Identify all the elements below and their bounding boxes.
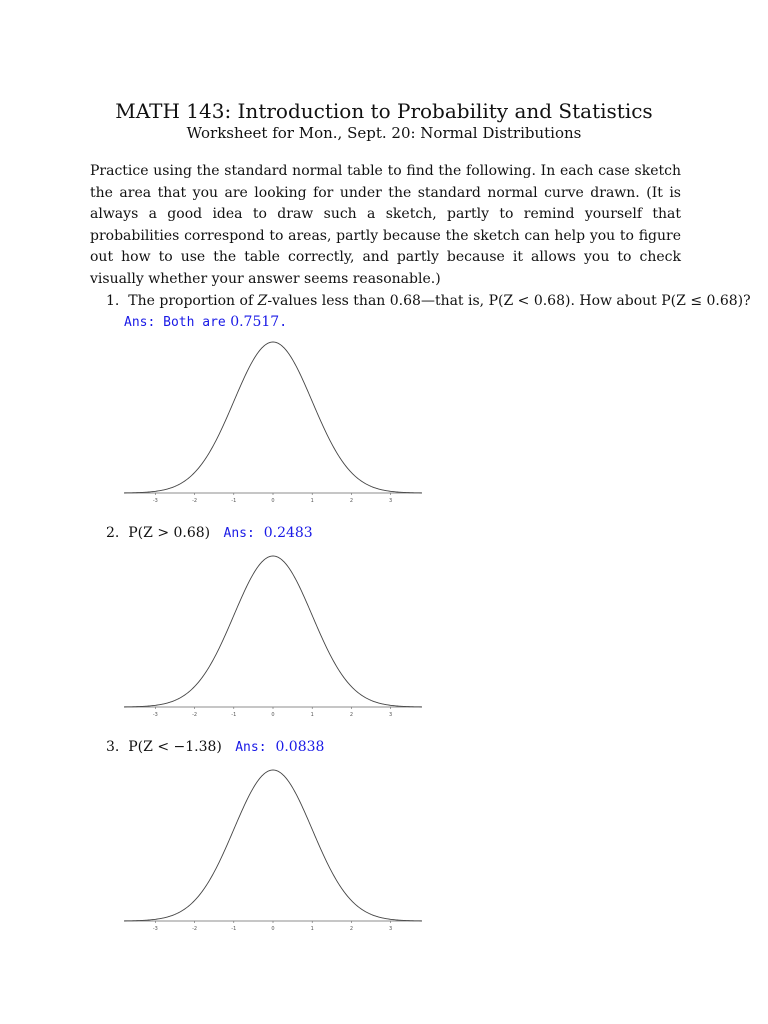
x-tick-label: 0: [271, 926, 275, 932]
page-title: MATH 143: Introduction to Probability and Statistics: [115, 99, 653, 123]
problem-2-number: 2.: [106, 525, 120, 541]
x-tick-label: 3: [389, 712, 393, 718]
problem-1-expr-1: P(Z < 0.68): [488, 293, 571, 309]
normal-curve-plot-2[interactable]: [120, 548, 426, 728]
normal-curve-plot-1[interactable]: [120, 334, 426, 514]
problem-3-expr: P(Z < −1.38): [128, 739, 222, 755]
problem-2-answer-label: Ans:: [223, 526, 255, 541]
problem-1-text-part1: The proportion of: [128, 293, 258, 309]
x-tick-label: -3: [152, 712, 158, 718]
x-tick-label: -2: [192, 926, 198, 932]
normal-curve-svg: [120, 548, 426, 728]
normal-curve-plot-3[interactable]: [120, 762, 426, 942]
problem-1-answer-label: Ans: Both are: [124, 315, 226, 330]
x-tick-label: 0: [271, 712, 275, 718]
intro-paragraph: Practice using the standard normal table to find the following. In each case sketch the area that you are looking for under the standard normal curve drawn. (It is always a good idea to draw such a sketch, partly to remind yourself that probabilities correspond to areas, partly because the sketch can help you to figure out how to use the table correctly, and partly because it allows you to check visually whether your answer seems reasonable.): [90, 163, 681, 287]
x-tick-label: 3: [389, 498, 393, 504]
x-tick-label: -1: [231, 926, 237, 932]
problem-1-answer-suffix: .: [279, 315, 288, 330]
problem-2: [106, 524, 313, 543]
problem-3-answer-value: 0.0838: [275, 739, 325, 755]
problem-1-text-part2: -values less than 0.68—that is,: [267, 293, 489, 309]
normal-curve-svg: [120, 762, 426, 942]
problem-2-answer-value: 0.2483: [263, 525, 313, 541]
x-tick-label: -3: [152, 926, 158, 932]
normal-density-curve: [124, 556, 422, 707]
x-tick-label: 3: [389, 926, 393, 932]
x-tick-label: 2: [349, 926, 354, 932]
problem-1-answer-value: 0.7517: [230, 314, 280, 330]
problem-1-text-part3: . How about: [570, 293, 662, 309]
problem-1-text-part4: ?: [743, 293, 751, 309]
x-tick-label: 1: [310, 498, 314, 504]
x-tick-label: -1: [231, 712, 237, 718]
normal-curve-svg: [120, 334, 426, 514]
problem-1-number: 1.: [106, 293, 120, 309]
x-tick-label: -1: [231, 498, 237, 504]
x-tick-label: 2: [349, 498, 354, 504]
x-tick-label: -3: [152, 498, 158, 504]
x-tick-label: -2: [192, 498, 198, 504]
x-tick-label: -2: [192, 712, 198, 718]
page-subtitle: Worksheet for Mon., Sept. 20: Normal Distributions: [186, 124, 582, 142]
problem-1: [106, 292, 751, 310]
problem-3: [106, 738, 324, 757]
problem-1-answer: [124, 313, 287, 332]
problem-3-answer-label: Ans:: [235, 740, 267, 755]
problem-3-number: 3.: [106, 739, 120, 755]
problem-1-variable: Z: [257, 293, 268, 309]
x-tick-label: 1: [310, 926, 314, 932]
problem-1-expr-2: P(Z ≤ 0.68): [661, 293, 744, 309]
x-tick-label: 1: [310, 712, 314, 718]
x-tick-label: 2: [349, 712, 354, 718]
normal-density-curve: [124, 770, 422, 921]
problem-2-expr: P(Z > 0.68): [128, 525, 211, 541]
normal-density-curve: [124, 342, 422, 493]
x-tick-label: 0: [271, 498, 275, 504]
